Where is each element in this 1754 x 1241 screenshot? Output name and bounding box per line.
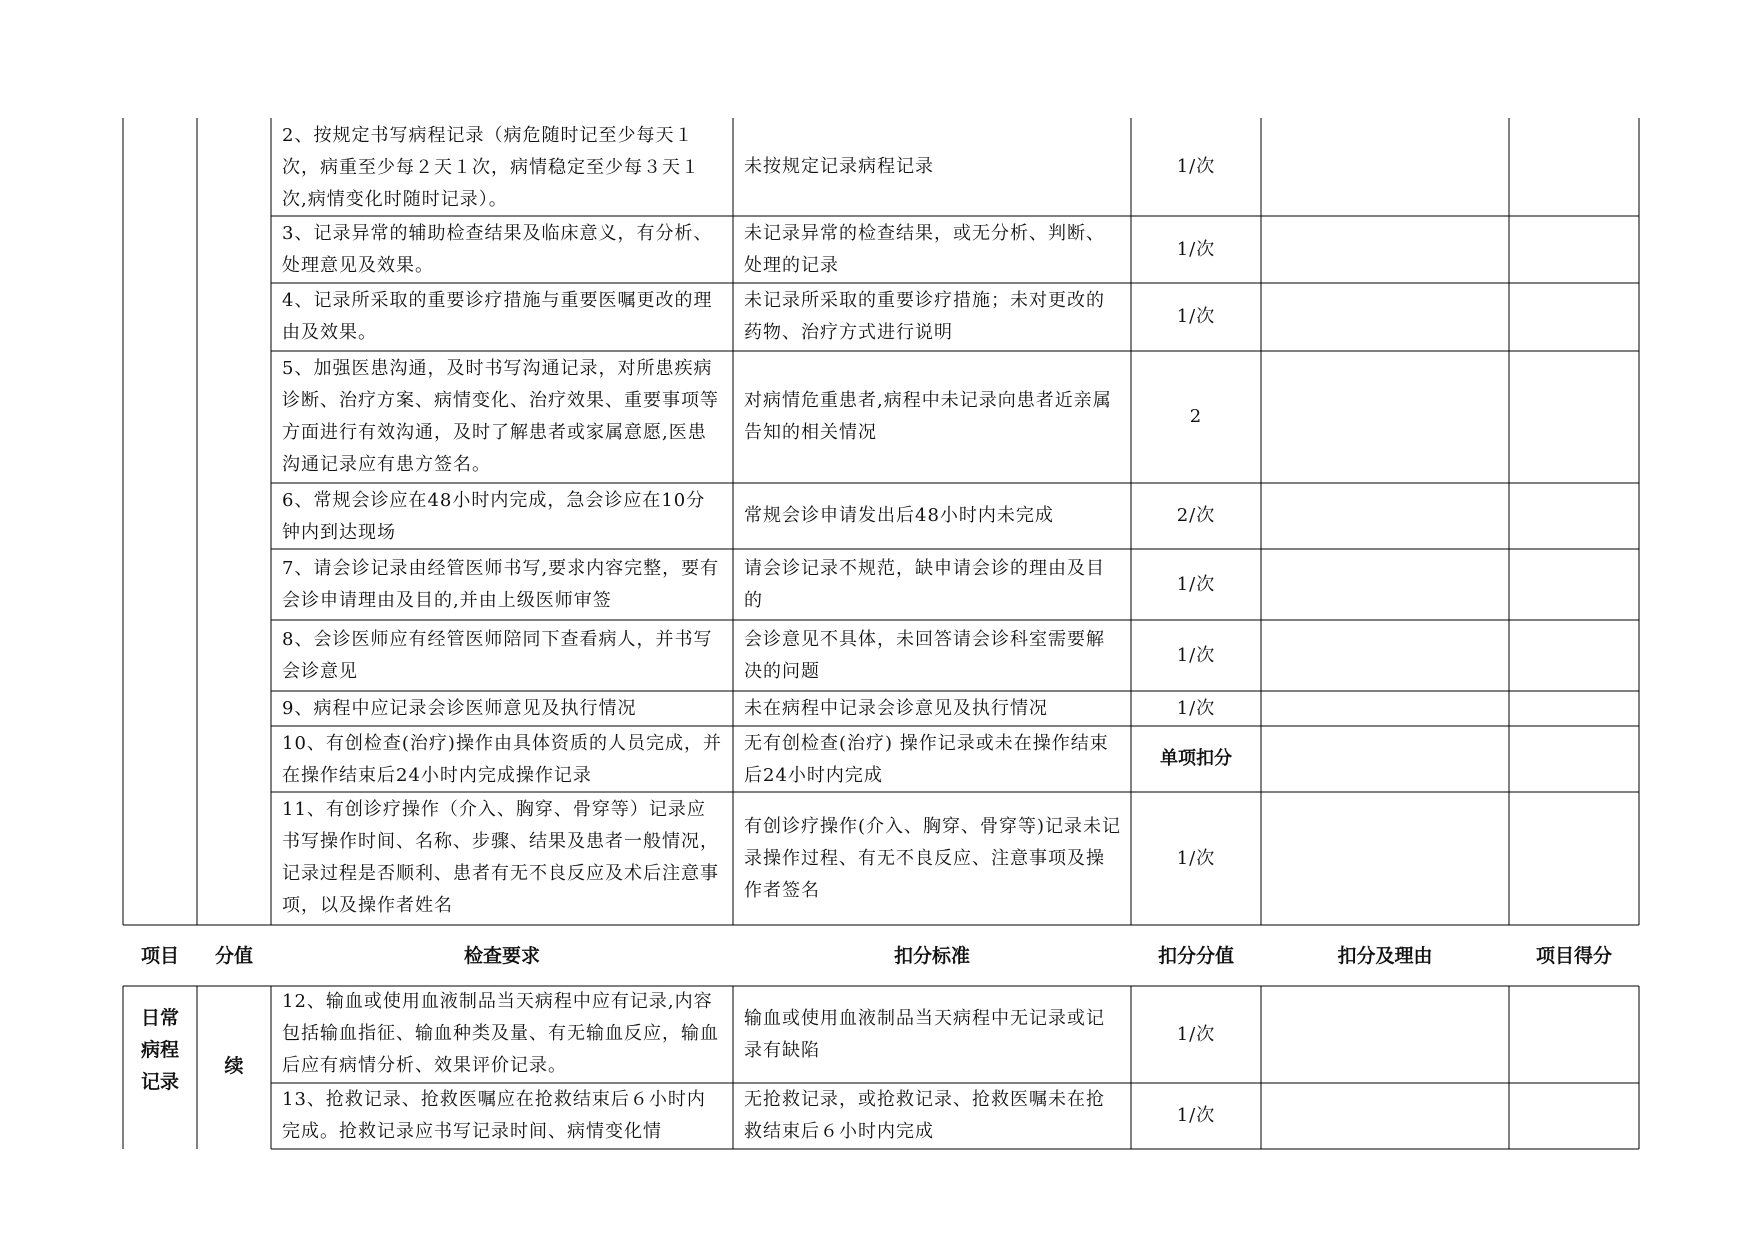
- header-requirement: [271, 925, 733, 986]
- section-name-line: 日常: [140, 1007, 179, 1029]
- deduct-value-text: 1/次: [1176, 644, 1216, 666]
- header-score-label: 分值: [214, 944, 253, 967]
- table-row-deduct-value: [1131, 483, 1261, 549]
- table-row-standard: [733, 792, 1131, 925]
- deduct-value-text: 1/次: [1176, 156, 1216, 177]
- header-requirement-label: 检查要求: [463, 944, 540, 967]
- table-row-requirement: 8、会诊医师应有经管医师陪同下查看病人，并书写会诊意见: [282, 629, 713, 682]
- table-row-standard: [733, 351, 1131, 483]
- header-standard-label: 扣分标准: [893, 944, 970, 967]
- deduct-value-text: 1/次: [1176, 697, 1216, 719]
- header-item-score-label: 项目得分: [1535, 944, 1612, 967]
- table-row-deduct-value: [1131, 792, 1261, 925]
- table-row-deduct-value: [1131, 726, 1261, 792]
- header-item-label: 项目: [140, 944, 179, 967]
- section-name-line: 病程: [140, 1039, 179, 1061]
- header-deduct-value: [1131, 925, 1261, 986]
- table-row-requirement: 7、请会诊记录由经管医师书写,要求内容完整，要有会诊申请理由及目的,并由上级医师审签: [282, 558, 720, 611]
- section-score-label: 续: [224, 1055, 244, 1077]
- standard-text: 对病情危重患者,病程中未记录向患者近亲属告知的相关情况: [744, 390, 1112, 443]
- header-reason-label: 扣分及理由: [1337, 944, 1433, 967]
- deduct-value-text: 1/次: [1176, 573, 1216, 595]
- table-row-standard: 未记录异常的检查结果，或无分析、判断、处理的记录: [744, 223, 1105, 276]
- deduct-value-text: 2: [1189, 406, 1203, 427]
- header-deduct-value-label: 扣分分值: [1157, 944, 1234, 967]
- standard-text: 常规会诊申请发出后48小时内未完成: [744, 505, 1054, 526]
- table-row-requirement: 5、加强医患沟通，及时书写沟通记录，对所患疾病诊断、治疗方案、病情变化、治疗效果、重要事项等方面进行有效沟通，及时了解患者或家属意愿,医患沟通记录应有患方签名。: [282, 358, 719, 475]
- table-row-requirement: 2、按规定书写病程记录（病危随时记至少每天１次，病重至少每２天１次，病情稳定至少每３天１次,病情变化时随时记录）。: [282, 125, 700, 210]
- table-row-requirement: 13、抢救记录、抢救医嘱应在抢救结束后６小时内完成。抢救记录应书写记录时间、病情变化情: [282, 1089, 706, 1142]
- standard-text: 输血或使用血液制品当天病程中无记录或记录有缺陷: [744, 1007, 1105, 1061]
- table-row-standard: 无有创检查(治疗) 操作记录或未在操作结束后24小时内完成: [744, 733, 1109, 786]
- table-row-requirement: 3、记录异常的辅助检查结果及临床意义，有分析、处理意见及效果。: [282, 223, 713, 276]
- table-row-standard: [733, 118, 1131, 216]
- deduct-value-text: 1/次: [1176, 1023, 1216, 1045]
- section-name: [123, 1002, 197, 1107]
- table-row-standard: 无抢救记录，或抢救记录、抢救医嘱未在抢救结束后６小时内完成: [744, 1089, 1105, 1142]
- table-row-requirement: 9、病程中应记录会诊医师意见及执行情况: [282, 698, 637, 719]
- table-row-deduct-value: [1131, 351, 1261, 483]
- table-row-deduct-value: [1131, 986, 1261, 1083]
- header-score: [197, 925, 271, 986]
- section-name-line: 记录: [140, 1071, 179, 1093]
- table-row-requirement: 4、记录所采取的重要诊疗措施与重要医嘱更改的理由及效果。: [282, 290, 713, 343]
- deduct-value-text: 1/次: [1176, 1105, 1216, 1126]
- table-row-standard: 会诊意见不具体，未回答请会诊科室需要解决的问题: [744, 629, 1105, 682]
- standard-text: 未按规定记录病程记录: [744, 156, 934, 177]
- table-row-deduct-value: [1131, 549, 1261, 620]
- header-item: [123, 925, 197, 986]
- table-row-standard: 请会诊记录不规范，缺申请会诊的理由及目的: [744, 558, 1105, 611]
- table-row-requirement: 10、有创检查(治疗)操作由具体资质的人员完成，并在操作结束后24小时内完成操作记录: [282, 733, 722, 786]
- deduct-value-text: 1/次: [1176, 847, 1216, 869]
- table-row-standard: 未记录所采取的重要诊疗措施；未对更改的药物、治疗方式进行说明: [744, 290, 1105, 343]
- deduct-value-text: 1/次: [1176, 238, 1216, 260]
- deduct-value-text: 2/次: [1176, 505, 1216, 526]
- standard-text: 有创诊疗操作(介入、胸穿、骨穿等)记录未记录操作过程、有无不良反应、注意事项及操作者签名: [744, 815, 1122, 901]
- table-row-deduct-value: [1131, 620, 1261, 691]
- header-reason: [1261, 925, 1509, 986]
- deduct-value-text: 单项扣分: [1160, 748, 1232, 769]
- table-row-requirement: 11、有创诊疗操作（介入、胸穿、骨穿等）记录应书写操作时间、名称、步骤、结果及患者一般情况，记录过程是否顺利、患者有无不良反应及术后注意事项，以及操作者姓名: [282, 799, 719, 916]
- table-row-requirement: 12、输血或使用血液制品当天病程中应有记录,内容包括输血指征、输血种类及量、有无输血反应，输血后应有病情分析、效果评价记录。: [282, 991, 719, 1076]
- table-row-deduct-value: [1131, 118, 1261, 216]
- section-score: [197, 1050, 271, 1082]
- table-row-requirement: 6、常规会诊应在48小时内完成，急会诊应在10分钟内到达现场: [282, 490, 706, 543]
- table-row-deduct-value: [1131, 1083, 1261, 1149]
- table-row-deduct-value: [1131, 283, 1261, 351]
- header-standard: [733, 925, 1131, 986]
- table-row-deduct-value: [1131, 691, 1261, 726]
- table-row-deduct-value: [1131, 216, 1261, 283]
- table-row-standard: [733, 986, 1131, 1083]
- deduct-value-text: 1/次: [1176, 306, 1216, 327]
- table-row-standard: 未在病程中记录会诊意见及执行情况: [744, 698, 1048, 719]
- header-item-score: [1509, 925, 1639, 986]
- table-row-standard: [733, 483, 1131, 549]
